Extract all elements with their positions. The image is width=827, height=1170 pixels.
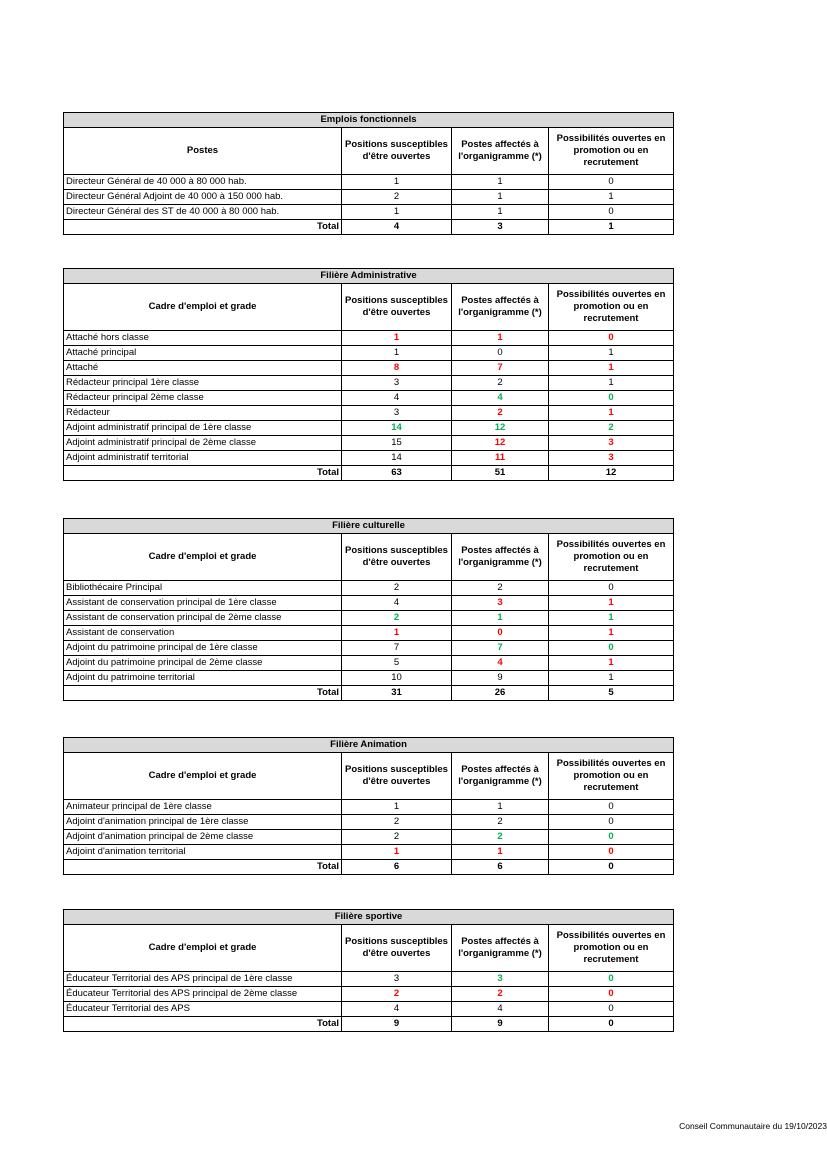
row-label: Assistant de conservation principal de 1ère classe xyxy=(64,596,342,611)
table-title: Filière culturelle xyxy=(64,519,674,534)
total-value: 6 xyxy=(452,860,549,875)
row-value: 3 xyxy=(452,596,549,611)
table-row xyxy=(64,451,674,466)
row-value: 0 xyxy=(549,1002,674,1017)
table-row xyxy=(64,205,674,220)
row-value: 0 xyxy=(549,972,674,987)
row-value: 0 xyxy=(549,815,674,830)
table-row xyxy=(64,845,674,860)
table-title: Filière Administrative xyxy=(64,269,674,284)
row-value: 2 xyxy=(342,190,452,205)
total-value: 5 xyxy=(549,686,674,701)
row-value: 1 xyxy=(549,671,674,686)
row-value: 12 xyxy=(452,436,549,451)
row-value: 2 xyxy=(549,421,674,436)
table-row xyxy=(64,641,674,656)
row-label: Assistant de conservation principal de 2ème classe xyxy=(64,611,342,626)
row-value: 0 xyxy=(549,830,674,845)
row-value: 7 xyxy=(452,361,549,376)
total-row xyxy=(64,466,674,481)
row-value: 1 xyxy=(549,626,674,641)
table-row xyxy=(64,830,674,845)
row-value: 2 xyxy=(342,815,452,830)
row-value: 0 xyxy=(549,845,674,860)
row-label: Adjoint administratif principal de 1ère classe xyxy=(64,421,342,436)
row-value: 1 xyxy=(342,175,452,190)
staff-table xyxy=(63,909,674,1032)
row-label: Adjoint d'animation principal de 1ère classe xyxy=(64,815,342,830)
row-label: Animateur principal de 1ère classe xyxy=(64,800,342,815)
table-row xyxy=(64,406,674,421)
staff-table xyxy=(63,112,674,235)
row-value: 2 xyxy=(342,581,452,596)
table-row xyxy=(64,656,674,671)
row-label: Adjoint d'animation principal de 2ème classe xyxy=(64,830,342,845)
table-row xyxy=(64,611,674,626)
row-value: 1 xyxy=(452,190,549,205)
row-value: 15 xyxy=(342,436,452,451)
column-header-affected: Postes affectés à l'organigramme (*) xyxy=(452,284,549,331)
table-row xyxy=(64,800,674,815)
table-title-row xyxy=(64,738,674,753)
row-label: Directeur Général Adjoint de 40 000 à 150 000 hab. xyxy=(64,190,342,205)
row-label: Bibliothécaire Principal xyxy=(64,581,342,596)
row-value: 4 xyxy=(342,1002,452,1017)
row-value: 1 xyxy=(342,205,452,220)
row-value: 1 xyxy=(549,611,674,626)
row-value: 1 xyxy=(452,331,549,346)
row-value: 11 xyxy=(452,451,549,466)
table-header-row xyxy=(64,284,674,331)
row-value: 1 xyxy=(452,611,549,626)
total-row xyxy=(64,686,674,701)
total-label: Total xyxy=(64,220,342,235)
staff-table xyxy=(63,737,674,875)
row-label: Adjoint administratif territorial xyxy=(64,451,342,466)
row-value: 1 xyxy=(342,800,452,815)
column-header-grade: Cadre d'emploi et grade xyxy=(64,284,342,331)
row-label: Éducateur Territorial des APS xyxy=(64,1002,342,1017)
total-label: Total xyxy=(64,686,342,701)
row-value: 0 xyxy=(549,331,674,346)
table-title-row xyxy=(64,519,674,534)
table-row xyxy=(64,175,674,190)
column-header-possibilities: Possibilités ouvertes en promotion ou en recrutement xyxy=(549,534,674,581)
table-row xyxy=(64,815,674,830)
column-header-positions: Positions susceptibles d'être ouvertes xyxy=(342,753,452,800)
row-value: 2 xyxy=(452,376,549,391)
row-value: 3 xyxy=(342,376,452,391)
row-value: 9 xyxy=(452,671,549,686)
table-row xyxy=(64,421,674,436)
row-value: 1 xyxy=(342,845,452,860)
row-value: 2 xyxy=(452,815,549,830)
table-title-row xyxy=(64,113,674,128)
row-value: 2 xyxy=(452,581,549,596)
row-value: 0 xyxy=(549,800,674,815)
total-value: 6 xyxy=(342,860,452,875)
row-value: 1 xyxy=(549,190,674,205)
table-header-row xyxy=(64,128,674,175)
table-row xyxy=(64,376,674,391)
row-value: 3 xyxy=(342,972,452,987)
table-row xyxy=(64,190,674,205)
table-row xyxy=(64,361,674,376)
row-value: 4 xyxy=(342,596,452,611)
row-value: 2 xyxy=(342,830,452,845)
table-row xyxy=(64,596,674,611)
row-value: 1 xyxy=(452,205,549,220)
column-header-possibilities: Possibilités ouvertes en promotion ou en recrutement xyxy=(549,753,674,800)
row-value: 4 xyxy=(452,391,549,406)
column-header-affected: Postes affectés à l'organigramme (*) xyxy=(452,753,549,800)
row-value: 3 xyxy=(549,436,674,451)
row-value: 0 xyxy=(549,987,674,1002)
table-row xyxy=(64,391,674,406)
row-label: Rédacteur xyxy=(64,406,342,421)
column-header-grade: Cadre d'emploi et grade xyxy=(64,534,342,581)
staff-table xyxy=(63,268,674,481)
row-value: 1 xyxy=(342,331,452,346)
column-header-affected: Postes affectés à l'organigramme (*) xyxy=(452,534,549,581)
row-value: 1 xyxy=(549,346,674,361)
row-value: 8 xyxy=(342,361,452,376)
row-label: Rédacteur principal 1ère classe xyxy=(64,376,342,391)
column-header-grade: Cadre d'emploi et grade xyxy=(64,925,342,972)
total-label: Total xyxy=(64,466,342,481)
column-header-positions: Positions susceptibles d'être ouvertes xyxy=(342,128,452,175)
row-value: 0 xyxy=(549,641,674,656)
row-value: 1 xyxy=(452,845,549,860)
row-value: 0 xyxy=(549,205,674,220)
staff-table xyxy=(63,518,674,701)
table-row xyxy=(64,581,674,596)
row-value: 2 xyxy=(452,406,549,421)
row-label: Directeur Général de 40 000 à 80 000 hab. xyxy=(64,175,342,190)
row-value: 3 xyxy=(452,972,549,987)
row-value: 1 xyxy=(549,361,674,376)
total-value: 63 xyxy=(342,466,452,481)
column-header-possibilities: Possibilités ouvertes en promotion ou en recrutement xyxy=(549,925,674,972)
row-value: 2 xyxy=(342,611,452,626)
row-value: 0 xyxy=(549,581,674,596)
column-header-affected: Postes affectés à l'organigramme (*) xyxy=(452,128,549,175)
row-label: Rédacteur principal 2ème classe xyxy=(64,391,342,406)
row-value: 3 xyxy=(342,406,452,421)
table-title: Emplois fonctionnels xyxy=(64,113,674,128)
row-value: 1 xyxy=(549,376,674,391)
row-value: 5 xyxy=(342,656,452,671)
row-label: Adjoint du patrimoine principal de 2ème classe xyxy=(64,656,342,671)
row-label: Adjoint d'animation territorial xyxy=(64,845,342,860)
table-header-row xyxy=(64,925,674,972)
row-value: 4 xyxy=(452,1002,549,1017)
column-header-affected: Postes affectés à l'organigramme (*) xyxy=(452,925,549,972)
row-label: Éducateur Territorial des APS principal de 1ère classe xyxy=(64,972,342,987)
table-title-row xyxy=(64,269,674,284)
row-value: 2 xyxy=(452,987,549,1002)
row-value: 1 xyxy=(549,596,674,611)
row-label: Directeur Général des ST de 40 000 à 80 000 hab. xyxy=(64,205,342,220)
column-header-possibilities: Possibilités ouvertes en promotion ou en recrutement xyxy=(549,128,674,175)
row-value: 0 xyxy=(549,175,674,190)
column-header-possibilities: Possibilités ouvertes en promotion ou en recrutement xyxy=(549,284,674,331)
total-value: 3 xyxy=(452,220,549,235)
row-value: 4 xyxy=(342,391,452,406)
column-header-positions: Positions susceptibles d'être ouvertes xyxy=(342,284,452,331)
row-value: 3 xyxy=(549,451,674,466)
row-value: 1 xyxy=(549,656,674,671)
total-label: Total xyxy=(64,860,342,875)
total-value: 12 xyxy=(549,466,674,481)
row-value: 14 xyxy=(342,421,452,436)
total-value: 9 xyxy=(342,1017,452,1032)
table-row xyxy=(64,972,674,987)
total-value: 1 xyxy=(549,220,674,235)
row-value: 2 xyxy=(342,987,452,1002)
row-label: Adjoint du patrimoine principal de 1ère classe xyxy=(64,641,342,656)
table-header-row xyxy=(64,753,674,800)
row-value: 0 xyxy=(549,391,674,406)
table-row xyxy=(64,346,674,361)
column-header-positions: Positions susceptibles d'être ouvertes xyxy=(342,534,452,581)
table-row xyxy=(64,436,674,451)
column-header-grade: Cadre d'emploi et grade xyxy=(64,753,342,800)
table-row xyxy=(64,987,674,1002)
column-header-positions: Positions susceptibles d'être ouvertes xyxy=(342,925,452,972)
total-value: 0 xyxy=(549,1017,674,1032)
total-value: 31 xyxy=(342,686,452,701)
row-value: 7 xyxy=(452,641,549,656)
row-value: 4 xyxy=(452,656,549,671)
total-value: 9 xyxy=(452,1017,549,1032)
table-row xyxy=(64,671,674,686)
column-header-grade: Postes xyxy=(64,128,342,175)
row-label: Attaché xyxy=(64,361,342,376)
row-label: Attaché principal xyxy=(64,346,342,361)
row-value: 10 xyxy=(342,671,452,686)
row-value: 0 xyxy=(452,346,549,361)
row-value: 12 xyxy=(452,421,549,436)
table-row xyxy=(64,331,674,346)
row-value: 1 xyxy=(342,346,452,361)
total-value: 26 xyxy=(452,686,549,701)
row-value: 7 xyxy=(342,641,452,656)
table-title: Filière Animation xyxy=(64,738,674,753)
row-label: Assistant de conservation xyxy=(64,626,342,641)
total-row xyxy=(64,220,674,235)
total-value: 0 xyxy=(549,860,674,875)
table-title: Filière sportive xyxy=(64,910,674,925)
row-value: 1 xyxy=(452,175,549,190)
total-value: 51 xyxy=(452,466,549,481)
table-title-row xyxy=(64,910,674,925)
row-value: 1 xyxy=(549,406,674,421)
row-label: Éducateur Territorial des APS principal de 2ème classe xyxy=(64,987,342,1002)
total-value: 4 xyxy=(342,220,452,235)
row-value: 0 xyxy=(452,626,549,641)
table-header-row xyxy=(64,534,674,581)
row-value: 2 xyxy=(452,830,549,845)
row-label: Adjoint du patrimoine territorial xyxy=(64,671,342,686)
row-label: Attaché hors classe xyxy=(64,331,342,346)
row-label: Adjoint administratif principal de 2ème classe xyxy=(64,436,342,451)
total-row xyxy=(64,860,674,875)
table-row xyxy=(64,1002,674,1017)
row-value: 1 xyxy=(342,626,452,641)
row-value: 14 xyxy=(342,451,452,466)
table-row xyxy=(64,626,674,641)
row-value: 1 xyxy=(452,800,549,815)
footer-note: Conseil Communautaire du 19/10/2023 xyxy=(679,1121,827,1131)
total-row xyxy=(64,1017,674,1032)
total-label: Total xyxy=(64,1017,342,1032)
